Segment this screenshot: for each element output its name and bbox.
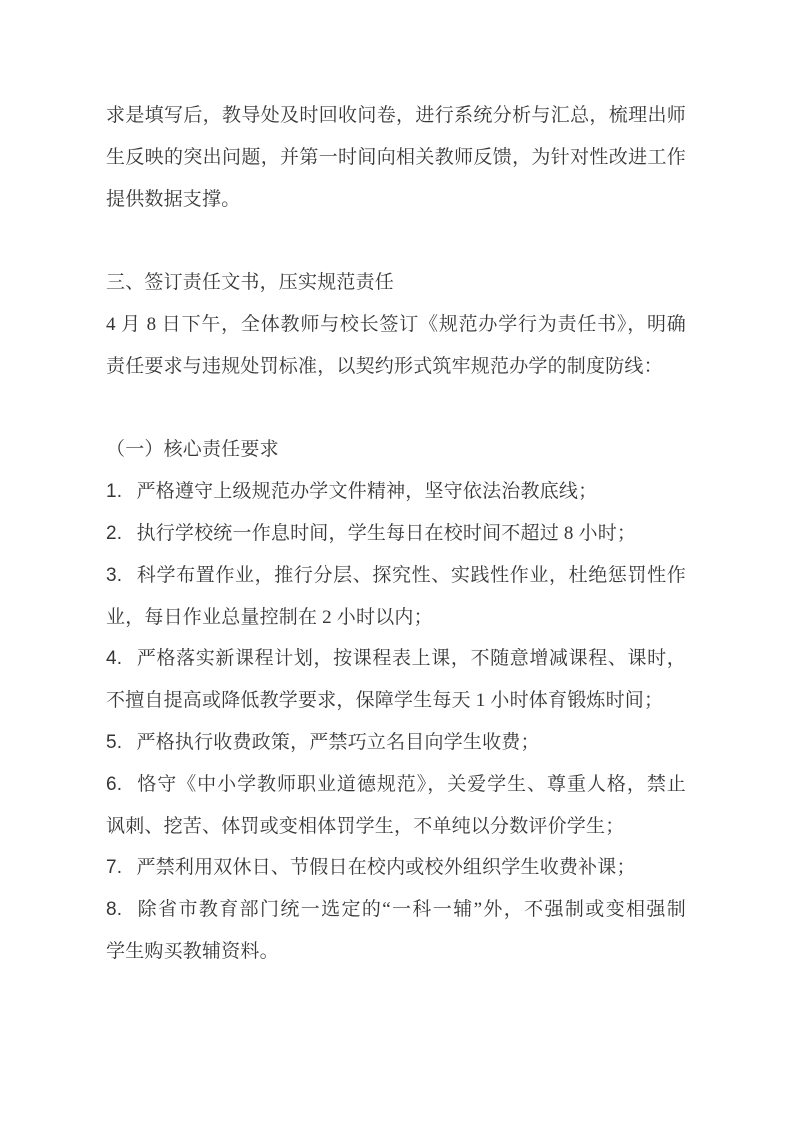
list-item-text: 严格遵守上级规范办学文件精神，坚守依法治教底线； <box>136 481 598 503</box>
list-item-line <box>106 722 686 764</box>
list-item-text: 恪守《中小学教师职业道德规范》，关爱学生、尊重人格，禁止 <box>136 773 686 795</box>
list-number: 4. <box>106 648 123 670</box>
text-line: 生反映的突出问题，并第一时间向相关教师反馈，为针对性改进工作 <box>106 146 686 168</box>
text-line: 提供数据支撑。 <box>106 188 241 210</box>
text-line: 责任要求与违规处罚标准，以契约形式筑牢规范办学的制度防线： <box>106 355 663 377</box>
list-item-line <box>106 764 686 806</box>
paragraph-continuation <box>106 95 686 220</box>
list-number: 2. <box>106 522 123 544</box>
list-number: 8. <box>106 899 123 921</box>
blank-line <box>106 388 686 430</box>
list-item-7 <box>106 847 686 889</box>
section-heading <box>106 262 686 304</box>
list-item-line <box>106 555 686 597</box>
text-line: 4 月 8 日下午，全体教师与校长签订《规范办学行为责任书》，明确 <box>106 313 686 335</box>
list-item-text: 除省市教育部门统一选定的“一科一辅”外，不强制或变相强制 <box>136 899 686 921</box>
text-line: 求是填写后，教导处及时回收问卷，进行系统分析与汇总，梳理出师 <box>106 105 686 126</box>
list-item-6 <box>106 764 686 848</box>
list-number: 5. <box>106 731 123 753</box>
list-item-8 <box>106 889 686 973</box>
list-item-line: 学生购买教辅资料。 <box>106 940 279 962</box>
list-item-line <box>106 638 686 680</box>
list-item-line <box>106 513 686 555</box>
list-item-text: 科学布置作业，推行分层、探究性、实践性作业，杜绝惩罚性作 <box>136 564 686 586</box>
section-heading-text: 三、签订责任文书，压实规范责任 <box>106 272 395 294</box>
list-number: 1. <box>106 481 123 503</box>
list-item-line <box>106 847 686 889</box>
list-number: 7. <box>106 857 123 879</box>
list-item-text: 执行学校统一作息时间，学生每日在校时间不超过 8 小时； <box>136 522 637 544</box>
list-item-4 <box>106 638 686 722</box>
list-item-text: 严禁利用双休日、节假日在校内或校外组织学生收费补课； <box>136 857 636 879</box>
list-item-1 <box>106 471 686 513</box>
list-item-5 <box>106 722 686 764</box>
list-item-text: 严格落实新课程计划，按课程表上课，不随意增减课程、课时， <box>136 648 686 670</box>
list-item-line <box>106 889 686 931</box>
document-text-block <box>106 95 686 973</box>
list-item-line: 业，每日作业总量控制在 2 小时以内； <box>106 606 433 628</box>
blank-line <box>106 220 686 262</box>
list-item-line: 不擅自提高或降低教学要求，保障学生每天 1 小时体育锻炼时间； <box>106 690 664 712</box>
list-item-line: 讽刺、挖苦、体罚或变相体罚学生，不单纯以分数评价学生； <box>106 815 625 837</box>
list-item-text: 严格执行收费政策，严禁巧立名目向学生收费； <box>136 731 540 753</box>
subsection-heading <box>106 429 686 471</box>
list-number: 3. <box>106 564 123 586</box>
list-item-line <box>106 471 686 513</box>
list-item-2 <box>106 513 686 555</box>
list-number: 6. <box>106 773 123 795</box>
subsection-heading-text: （一）核心责任要求 <box>106 439 279 461</box>
paragraph-section-intro <box>106 304 686 388</box>
list-item-3 <box>106 555 686 639</box>
